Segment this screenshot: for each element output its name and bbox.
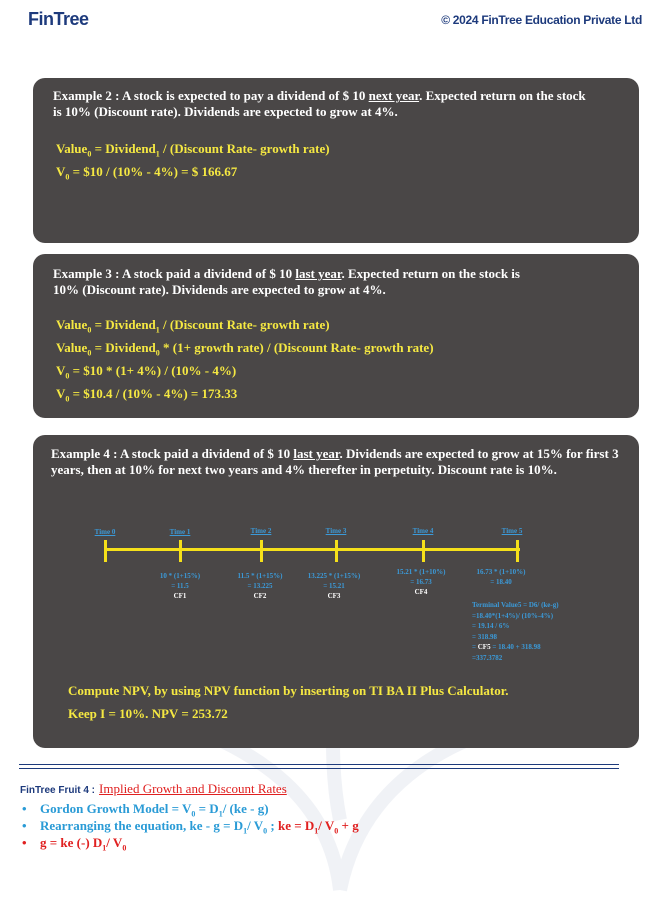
example-3-card xyxy=(33,254,639,418)
npv-instruction: Compute NPV, by using NPV function by inserting on TI BA II Plus Calculator. xyxy=(68,683,509,698)
example-2-question: Example 2 : A stock is expected to pay a dividend of $ 10 next year. Expected return on the stock is 10% (Discount rate). Dividends are expected to grow at 4%. xyxy=(53,88,586,119)
example-4-question: Example 4 : A stock paid a dividend of $ 10 last year. Dividends are expected to grow at 15% for first 3 years, then at 10% for next two years and 4% therefter in perpetuity. Discount rate is 10%. xyxy=(51,446,619,477)
example-2-card xyxy=(33,78,639,243)
divider xyxy=(19,768,619,769)
bullet-rearranging: • Rearranging the equation, ke - $g = D_1/$ $V_0$ ; ke = $D_1/$ $V_0 + g$ xyxy=(22,818,359,836)
timeline-label: Time 1 xyxy=(169,528,191,536)
timeline-label: Time 0 xyxy=(94,528,116,536)
timeline-tick xyxy=(260,540,263,562)
timeline-label: Time 3 xyxy=(325,527,347,535)
fintree-fruit-heading: FinTree Fruit 4 : Implied Growth and Discount Rates xyxy=(20,781,287,796)
cashflow-calc: 11.5 * (1+15%) = 13.225 CF2 xyxy=(237,572,283,600)
cashflow-calc: 16.73 * (1+10%) = 18.40 xyxy=(476,568,526,586)
bullet-implied-growth: • g = ke (-) $D_1/$ $V_0$ xyxy=(22,835,127,853)
timeline-tick xyxy=(179,540,182,562)
copyright-notice: © 2024 FinTree Education Private Ltd xyxy=(441,13,642,27)
example-2-formula-2: $V_0$ = $10 / (10% - 4%) = $ 166.67 xyxy=(56,164,238,182)
terminal-value-calc: Terminal Value5 = D6/ (ke-g) =18.40*(1+4%)/ (10%-4%) = 19.14 / 6% = 318.98 = CF5 = 18.40 + 318.98 =337.3782 xyxy=(472,601,559,662)
example-3-question: Example 3 : A stock paid a dividend of $ 10 last year. Expected return on the stock is 10% (Discount rate). Dividends are expected to grow at 4%. xyxy=(53,266,520,297)
timeline-tick xyxy=(104,540,107,562)
bullet-gordon-model: • Gordon Growth Model = $V_0 = D_1/$ (ke - g) xyxy=(22,801,269,819)
timeline-tick xyxy=(516,540,519,562)
timeline-tick xyxy=(335,540,338,562)
cashflow-calc: 10 * (1+15%) = 11.5 CF1 xyxy=(159,572,201,600)
timeline-axis xyxy=(104,548,520,551)
cashflow-calc: 15.21 * (1+10%) = 16.73 CF4 xyxy=(396,568,446,596)
brand-logo: FinTree xyxy=(28,9,89,29)
example-2-formula-1: Value$_0$ = Dividend$_1$ / (Discount Rate- growth rate) xyxy=(56,141,330,159)
npv-result: Keep I = 10%. NPV = 253.72 xyxy=(68,706,228,721)
example-3-formula-2: Value$_0$ = Dividend$_0$ * (1+ growth rate) / (Discount Rate- growth rate) xyxy=(56,340,434,358)
example-3-formula-3: $V_0$ = $10 * (1+ 4%) / (10% - 4%) xyxy=(56,363,237,381)
timeline-label: Time 2 xyxy=(250,527,272,535)
timeline-label: Time 4 xyxy=(412,527,434,535)
example-3-formula-4: $V_0$ = $10.4 / (10% - 4%) = 173.33 xyxy=(56,386,238,404)
example-3-formula-1: Value$_0$ = Dividend$_1$ / (Discount Rate- growth rate) xyxy=(56,317,330,335)
cashflow-calc: 13.225 * (1+15%) = 15.21 CF3 xyxy=(307,572,361,600)
timeline-label: Time 5 xyxy=(501,527,523,535)
divider xyxy=(19,764,619,765)
timeline-tick xyxy=(422,540,425,562)
